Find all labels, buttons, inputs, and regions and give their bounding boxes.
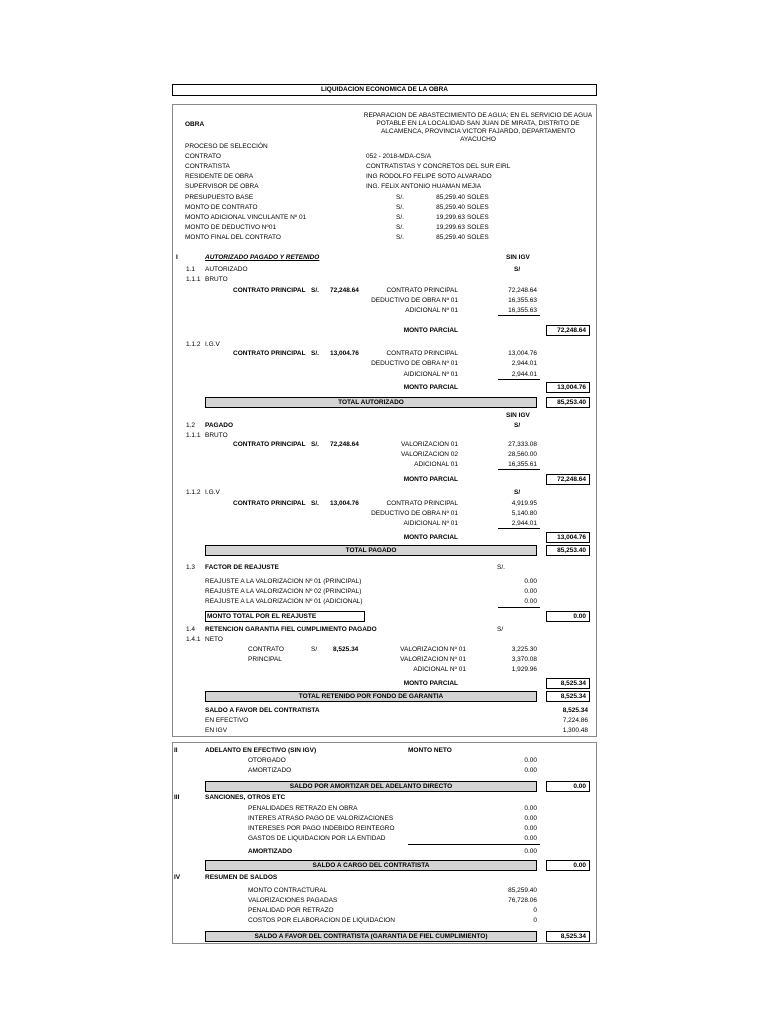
total-retenido-bar: TOTAL RETENIDO POR FONDO DE GARANTIA [205,691,537,702]
monto-parcial-value: 13,004.76 [546,382,590,393]
row-label: PENALIDAD POR RETRAZO [248,907,334,914]
contract-currency: S/. [311,350,319,357]
info-unit: SOLES [467,204,489,211]
contract-label: CONTRATO PRINCIPAL [233,441,306,448]
row-label: VALORIZACIONES PAGADAS [248,897,338,904]
row-value: 0 [533,917,537,924]
item-label: I.G.V [205,489,220,496]
column-header-sin-igv: SIN IGV [506,254,530,261]
monto-parcial-label: MONTO PARCIAL [403,327,458,334]
item-label: I.G.V [205,341,220,348]
item-number: 1.1.2 [186,489,201,496]
monto-parcial-value: 72,248.64 [546,474,590,485]
row-value: 72,248.64 [508,287,537,294]
monto-parcial-label: MONTO PARCIAL [403,680,458,687]
saldo-cargo-bar: SALDO A CARGO DEL CONTRATISTA [205,860,537,871]
total-autorizado-bar: TOTAL AUTORIZADO [205,397,537,408]
saldo-favor-garantia-bar: SALDO A FAVOR DEL CONTRATISTA (GARANTIA DE FIEL CUMPLIMIENTO) [205,931,537,942]
section-heading: SANCIONES, OTROS ETC [205,794,286,801]
contract-amount: 13,004.76 [330,350,359,357]
contract-currency: S/. [311,500,319,507]
item-number: 1.1.1 [186,432,201,439]
row-value: 0.00 [524,578,537,585]
obra-label: OBRA [185,121,205,128]
info-label: RESIDENTE DE OBRA [185,173,254,180]
row-value: 0.00 [524,805,537,812]
row-value: 5,140.80 [511,510,537,517]
obra-desc-line-4: AYACUCHO [460,136,496,143]
info-currency: S/. [396,204,404,211]
info-label: MONTO DE DEDUCTIVO Nº01 [185,224,277,231]
row-value: 28,560.00 [508,451,537,458]
column-header-sin-igv: SIN IGV [506,412,530,419]
item-number: 1.3 [186,564,196,571]
info-value: 052 - 2018-MDA-CS/A [366,153,432,160]
row-value: 1,929.96 [511,666,537,673]
saldo-adelanto-value: 0.00 [546,781,590,792]
contract-amount: 8,525.34 [333,646,359,653]
section-heading: ADELANTO EN EFECTIVO (SIN IGV) [205,747,317,754]
igv-label: EN IGV [205,727,228,734]
efectivo-label: EN EFECTIVO [205,717,249,724]
monto-parcial-value: 13,004.76 [546,532,590,543]
monto-parcial-label: MONTO PARCIAL [403,534,458,541]
reajuste-total-value: 0.00 [546,611,590,622]
row-value: 0.00 [524,825,537,832]
saldo-favor-garantia-value: 8,525.34 [546,931,590,942]
igv-value: 1,300.48 [562,727,588,734]
row-label: CONTRATO PRINCIPAL [386,287,458,294]
item-label: RETENCION GARANTIA FIEL CUMPLIMIENTO PAGADO [205,626,377,633]
info-amount: 19,299.63 [436,224,465,231]
row-value: 13,004.76 [508,350,537,357]
info-currency: S/. [396,224,404,231]
total-autorizado-value: 85,253.40 [546,397,590,408]
total-pagado-value: 85,253.40 [546,545,590,556]
row-value: 16,355.63 [508,307,537,314]
row-value: 0.00 [524,835,537,842]
row-label: ADICIONAL Nº 01 [413,666,466,673]
amortizado-value: 0.00 [524,848,537,855]
section-numeral: II [174,747,178,754]
sum-line [498,315,540,316]
row-label: MONTO CONTRACTURAL [248,887,328,894]
column-header-soles: S/ [514,489,521,496]
monto-total-reajuste-label: MONTO TOTAL POR EL REAJUSTE [207,613,317,620]
row-value: 3,370.08 [511,656,537,663]
section-heading: AUTORIZADO PAGADO Y RETENIDO [205,254,320,261]
contract-currency: S/ [311,646,318,653]
row-value: 27,333.08 [508,441,537,448]
obra-desc-line-1: REPARACION DE ABASTECIMIENTO DE AGUA; EN EL SERVICIO DE AGUA [363,112,593,119]
row-label: DEDUCTIVO DE OBRA Nº 01 [371,297,458,304]
contract-label: CONTRATO PRINCIPAL [233,350,306,357]
obra-desc-line-2: POTABLE EN LA LOCALIDAD SAN JUAN DE MIRATA, DISTRITO DE [376,120,580,127]
item-label: BRUTO [205,276,228,283]
item-number: 1.1.2 [186,341,201,348]
row-value: 0.00 [524,767,537,774]
row-label: DEDUCTIVO DE OBRA Nº 01 [371,510,458,517]
obra-desc-line-3: ALCAMENCA, PROVINCIA VICTOR FAJARDO, DEPARTAMENTO [380,128,576,135]
row-value: 16,355.63 [508,297,537,304]
column-header-monto-neto: MONTO NETO [408,747,452,754]
row-label: PENALIDADES RETRAZO EN OBRA [248,805,358,812]
info-amount: 85,259.40 [436,204,465,211]
row-label: GASTOS DE LIQUIDACION POR LA ENTIDAD [248,835,386,842]
row-value: 0.00 [524,598,537,605]
info-value: CONTRATISTAS Y CONCRETOS DEL SUR EIRL [366,163,511,170]
section-numeral: IV [174,874,181,881]
info-amount: 85,259.40 [436,234,465,241]
efectivo-value: 7,224.86 [562,717,588,724]
row-label: REAJUSTE A LA VALORIZACION Nº 02 (PRINCIPAL) [205,588,362,595]
row-label: VALORIZACION 02 [401,451,458,458]
item-label: BRUTO [205,432,228,439]
info-label: MONTO FINAL DEL CONTRATO [185,234,281,241]
row-label: INTERES ATRASO PAGO DE VALORIZACIONES [248,815,394,822]
column-header-soles: S/ [514,422,521,429]
sum-line [498,379,540,380]
sum-line [498,528,540,529]
row-label: VALORIZACION Nº 01 [400,646,466,653]
item-label: AUTORIZADO [205,266,248,273]
contract-amount: 72,248.64 [330,287,359,294]
info-currency: S/. [396,234,404,241]
monto-parcial-value: 8,525.34 [546,678,590,689]
info-label: MONTO ADICIONAL VINCULANTE Nº 01 [185,214,307,221]
row-value: 0.00 [524,757,537,764]
item-label: FACTOR DE REAJUSTE [205,564,279,571]
item-number: 1.2 [186,422,196,429]
contract-amount: 13,004.76 [330,500,359,507]
row-value: 0.00 [524,588,537,595]
section-heading: RESUMEN DE SALDOS [205,874,278,881]
section-numeral: I [176,254,178,261]
item-currency: S/. [497,564,505,571]
column-header-soles: S/ [514,266,521,273]
info-unit: SOLES [467,234,489,241]
row-label: OTORGADO [248,757,286,764]
contract-label: CONTRATO PRINCIPAL [233,500,306,507]
row-label: AMORTIZADO [248,767,292,774]
info-currency: S/. [396,214,404,221]
monto-parcial-label: MONTO PARCIAL [403,476,458,483]
info-value: ING. FELIX ANTONIO HUAMAN MEJIA [366,183,482,190]
row-value: 2,944.01 [511,360,537,367]
row-label: CONTRATO PRINCIPAL [386,500,458,507]
saldo-adelanto-bar: SALDO POR AMORTIZAR DEL ADELANTO DIRECTO [205,781,537,792]
total-pagado-bar: TOTAL PAGADO [205,545,537,556]
total-retenido-value: 8,525.34 [546,691,590,702]
item-currency: S/ [497,626,504,633]
info-unit: SOLES [467,224,489,231]
row-value: 3,225.30 [511,646,537,653]
item-number: 1.1.1 [186,276,201,283]
row-value: 76,728.06 [508,897,537,904]
row-label: CONTRATO PRINCIPAL [386,350,458,357]
info-amount: 19,299.63 [436,214,465,221]
row-value: 0.00 [524,815,537,822]
row-label: ADICIONAL Nº 01 [405,307,458,314]
row-label: VALORIZACION 01 [401,441,458,448]
info-unit: SOLES [467,214,489,221]
row-value: 85,259.40 [508,887,537,894]
contract-amount: 72,248.64 [330,441,359,448]
row-label: AIDICIONAL Nº 01 [403,371,458,378]
item-label: PAGADO [205,422,234,429]
row-label: ADICIONAL 01 [414,461,458,468]
info-currency: S/. [396,194,404,201]
row-label: DEDUCTIVO DE OBRA Nº 01 [371,360,458,367]
monto-parcial-label: MONTO PARCIAL [403,384,458,391]
saldo-favor-label: SALDO A FAVOR DEL CONTRATISTA [205,707,320,714]
contract-label: CONTRATO [248,646,284,653]
section-numeral: III [174,794,180,801]
item-number: 1.4 [186,626,196,633]
contract-currency: S/. [311,287,319,294]
contract-label: PRINCIPAL [248,656,282,663]
info-value: ING RODOLFO FELIPE SOTO ALVARADO [366,173,492,180]
row-value: 16,355.61 [508,461,537,468]
monto-parcial-value: 72,248.64 [546,325,590,336]
document-title: LIQUIDACION ECONOMICA DE LA OBRA [321,86,448,93]
contract-currency: S/. [311,441,319,448]
info-label: PROCESO DE SELECCIÓN [185,143,268,150]
amortizado-label: AMORTIZADO [248,848,293,855]
row-label: REAJUSTE A LA VALORIZACION Nº 01 (PRINCIPAL) [205,578,362,585]
row-value: 0 [533,907,537,914]
info-label: CONTRATISTA [185,163,230,170]
info-unit: SOLES [467,194,489,201]
row-label: AIDICIONAL Nº 01 [403,520,458,527]
row-value: 2,944.01 [511,520,537,527]
info-label: PRESUPUESTO BASE [185,194,254,201]
row-label: REAJUSTE A LA VALORIZACION Nº 01 (ADICIONAL) [205,598,363,605]
row-value: 4,919.95 [511,500,537,507]
sum-line [498,469,540,470]
sum-line [498,607,540,608]
info-label: MONTO DE CONTRATO [185,204,258,211]
saldo-favor-value: 8,525.34 [562,707,588,714]
info-label: CONTRATO [185,153,221,160]
info-label: SUPERVISOR DE OBRA [185,183,259,190]
info-amount: 85,259.40 [436,194,465,201]
row-label: COSTOS POR ELABORACION DE LIQUIDACION [248,917,395,924]
row-value: 2,944.01 [511,371,537,378]
item-number: 1.1 [186,266,196,273]
item-number: 1.4.1 [186,636,201,643]
contract-label: CONTRATO PRINCIPAL [233,287,306,294]
item-label: NETO [205,636,223,643]
sum-line [408,844,540,845]
row-label: VALORIZACION Nº 01 [400,656,466,663]
saldo-cargo-value: 0.00 [546,860,590,871]
row-label: INTERESES POR PAGO INDEBIDO REINTEGRO [248,825,395,832]
